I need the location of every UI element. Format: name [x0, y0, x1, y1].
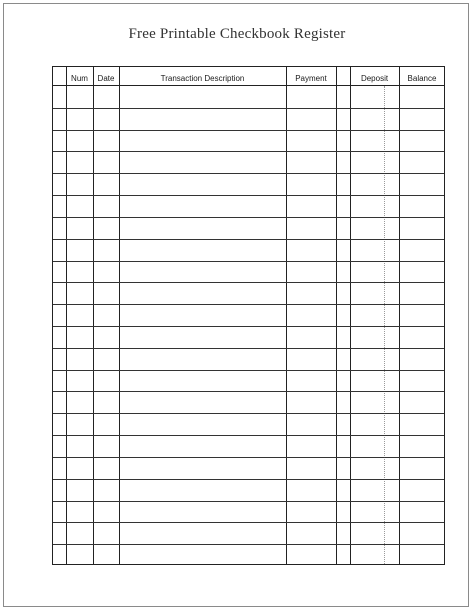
page-title: Free Printable Checkbook Register	[128, 26, 346, 42]
table-row	[53, 522, 444, 523]
header-payment: Payment	[295, 74, 327, 83]
checkbook-register-table	[52, 66, 445, 565]
cents-divider-deposit	[384, 86, 385, 564]
column-divider-payment	[286, 67, 287, 564]
table-header-row	[53, 67, 444, 86]
column-divider-cleared	[336, 67, 337, 564]
table-row	[53, 108, 444, 109]
table-row	[53, 304, 444, 305]
table-row	[53, 239, 444, 240]
table-row	[53, 348, 444, 349]
column-divider-deposit	[350, 67, 351, 564]
table-row	[53, 391, 444, 392]
table-row	[53, 501, 444, 502]
header-transaction-description: Transaction Description	[160, 74, 245, 83]
column-divider-num	[66, 67, 67, 564]
table-row	[53, 435, 444, 436]
table-row	[53, 326, 444, 327]
table-row	[53, 544, 444, 545]
table-row	[53, 370, 444, 371]
table-row	[53, 217, 444, 218]
table-row	[53, 130, 444, 131]
header-num: Num	[71, 74, 88, 83]
header-balance: Balance	[407, 74, 437, 83]
header-date: Date	[97, 74, 115, 83]
table-row	[53, 261, 444, 262]
table-row	[53, 195, 444, 196]
column-divider-description	[119, 67, 120, 564]
table-row	[53, 282, 444, 283]
column-divider-balance	[399, 67, 400, 564]
table-row	[53, 173, 444, 174]
table-row	[53, 151, 444, 152]
table-row	[53, 457, 444, 458]
table-row	[53, 413, 444, 414]
column-divider-date	[93, 67, 94, 564]
header-deposit: Deposit	[360, 74, 389, 83]
table-row	[53, 479, 444, 480]
